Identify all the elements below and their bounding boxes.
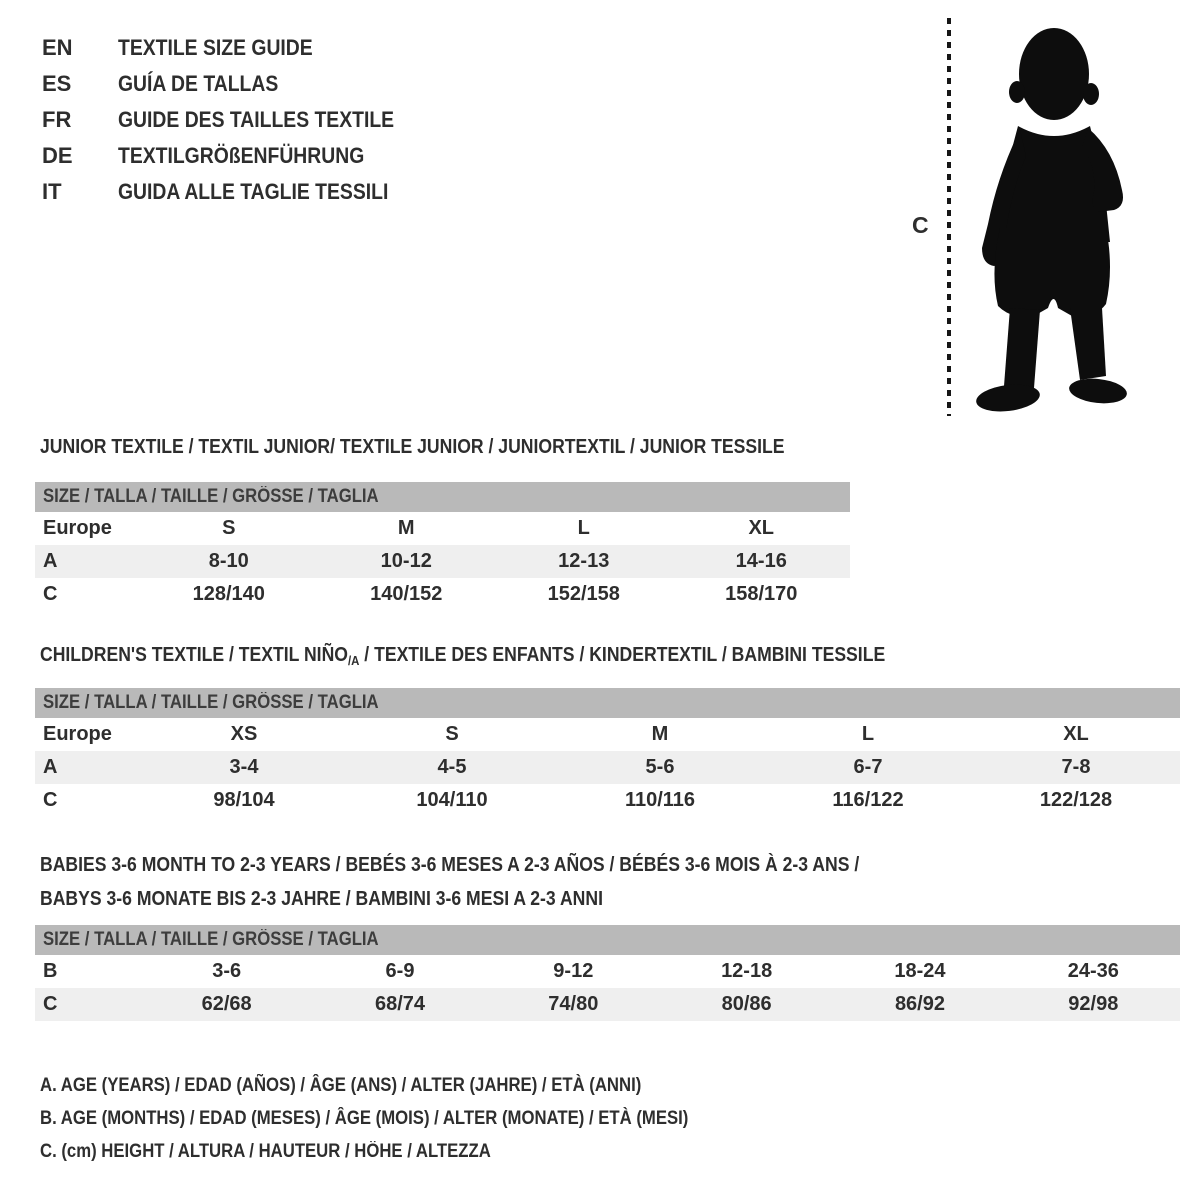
language-code: ES bbox=[42, 71, 72, 96]
value-cell: 104/110 bbox=[416, 789, 488, 811]
legend-line-c: C. (cm) HEIGHT / ALTURA / HAUTEUR / HÖHE / ALTEZZA bbox=[40, 1141, 491, 1162]
table-row-height bbox=[35, 578, 850, 611]
value-cell: 18-24 bbox=[894, 960, 946, 982]
row-label: Europe bbox=[43, 517, 112, 539]
language-title: TEXTILE SIZE GUIDE bbox=[118, 35, 313, 60]
size-header-bar: SIZE / TALLA / TAILLE / GRÖSSE / TAGLIA bbox=[35, 688, 1180, 718]
value-cell: 158/170 bbox=[725, 583, 798, 605]
language-row-es bbox=[42, 66, 432, 102]
value-cell: 116/122 bbox=[832, 789, 904, 811]
size-cell: L bbox=[577, 517, 590, 539]
value-cell: 12-18 bbox=[721, 960, 773, 982]
value-cell: 3-4 bbox=[229, 756, 259, 778]
size-cell: M bbox=[651, 723, 669, 745]
size-header-bar: SIZE / TALLA / TAILLE / GRÖSSE / TAGLIA bbox=[35, 925, 1180, 955]
value-cell: 7-8 bbox=[1061, 756, 1091, 778]
value-cell: 10-12 bbox=[380, 550, 432, 572]
value-cell: 122/128 bbox=[1039, 789, 1113, 811]
table-row-age bbox=[35, 751, 1180, 784]
table-row-europe bbox=[35, 512, 850, 545]
value-cell: 152/158 bbox=[547, 583, 620, 605]
value-cell: 4-5 bbox=[437, 756, 467, 778]
language-title: GUIDE DES TAILLES TEXTILE bbox=[118, 107, 395, 132]
language-row-en bbox=[42, 30, 432, 66]
value-cell: 128/140 bbox=[192, 583, 265, 605]
row-label: C bbox=[43, 583, 58, 605]
row-label: C bbox=[43, 993, 58, 1015]
row-label: A bbox=[43, 550, 58, 572]
size-cell: L bbox=[861, 723, 875, 745]
toddler-silhouette-icon bbox=[964, 14, 1136, 418]
language-row-de bbox=[42, 138, 432, 174]
language-title: GUÍA DE TALLAS bbox=[118, 71, 279, 96]
value-cell: 98/104 bbox=[213, 789, 275, 811]
language-title: GUIDA ALLE TAGLIE TESSILI bbox=[118, 179, 389, 204]
value-cell: 5-6 bbox=[645, 756, 675, 778]
children-section-title: CHILDREN'S TEXTILE / TEXTIL $NIÑO_{/A}$ / TEXTILE DES ENFANTS / KINDERTEXTIL / BAMBINI TESSILE bbox=[40, 644, 886, 668]
size-cell: S bbox=[222, 517, 236, 539]
value-cell: 110/116 bbox=[624, 789, 696, 811]
junior-size-table bbox=[35, 482, 850, 611]
value-cell: 24-36 bbox=[1067, 960, 1119, 982]
table-row-height bbox=[35, 784, 1180, 817]
row-label: C bbox=[43, 789, 58, 811]
height-dashed-line bbox=[947, 18, 951, 416]
language-code: EN bbox=[42, 35, 73, 60]
legend-line-b: B. AGE (MONTHS) / EDAD (MESES) / ÂGE (MOIS) / ALTER (MONATE) / ETÀ (MESI) bbox=[40, 1108, 689, 1129]
table-row-months bbox=[35, 955, 1180, 988]
measurement-legend bbox=[40, 1069, 777, 1168]
value-cell: 74/80 bbox=[548, 993, 599, 1015]
value-cell: 6-9 bbox=[385, 960, 415, 982]
height-measure-label: C bbox=[912, 212, 929, 238]
value-cell: 12-13 bbox=[558, 550, 610, 572]
value-cell: 14-16 bbox=[735, 550, 787, 572]
value-cell: 80/86 bbox=[721, 993, 772, 1015]
size-cell: XL bbox=[748, 517, 775, 539]
table-row-age bbox=[35, 545, 850, 578]
language-title: TEXTILGRÖßENFÜHRUNG bbox=[118, 143, 365, 168]
language-row-fr bbox=[42, 102, 432, 138]
value-cell: 62/68 bbox=[201, 993, 252, 1015]
children-size-table bbox=[35, 688, 1180, 817]
size-cell: S bbox=[445, 723, 459, 745]
language-title-list bbox=[42, 30, 432, 210]
row-label: A bbox=[43, 756, 58, 778]
language-code: FR bbox=[42, 107, 72, 132]
value-cell: 140/152 bbox=[370, 583, 443, 605]
row-label: B bbox=[43, 960, 58, 982]
size-cell: XS bbox=[230, 723, 258, 745]
legend-line-a: A. AGE (YEARS) / EDAD (AÑOS) / ÂGE (ANS) / ALTER (JAHRE) / ETÀ (ANNI) bbox=[40, 1075, 642, 1096]
value-cell: 8-10 bbox=[208, 550, 249, 572]
size-cell: XL bbox=[1063, 723, 1089, 745]
value-cell: 92/98 bbox=[1068, 993, 1119, 1015]
value-cell: 86/92 bbox=[894, 993, 945, 1015]
value-cell: 9-12 bbox=[553, 960, 594, 982]
value-cell: 68/74 bbox=[374, 993, 426, 1015]
language-row-it bbox=[42, 174, 432, 210]
size-header-bar: SIZE / TALLA / TAILLE / GRÖSSE / TAGLIA bbox=[35, 482, 850, 512]
language-code: DE bbox=[42, 143, 73, 168]
nino-a-subscript: /A bbox=[347, 653, 360, 668]
value-cell: 3-6 bbox=[212, 960, 242, 982]
value-cell: 6-7 bbox=[853, 756, 883, 778]
babies-section-title: BABIES 3-6 MONTH TO 2-3 YEARS / BEBÉS 3-6 MESES A 2-3 AÑOS / BÉBÉS 3-6 MOIS À 2-3 ANS / BABYS 3-6 MONATE BIS 2-3 JAHRE / BAMBINI 3-6 MESI A 2-3 ANNI bbox=[40, 854, 860, 910]
row-label: Europe bbox=[43, 723, 112, 745]
babies-size-table bbox=[35, 925, 1180, 1021]
language-code: IT bbox=[42, 179, 62, 204]
table-row-europe bbox=[35, 718, 1180, 751]
table-row-height bbox=[35, 988, 1180, 1021]
size-cell: M bbox=[397, 517, 415, 539]
junior-section-title: JUNIOR TEXTILE / TEXTIL JUNIOR/ TEXTILE JUNIOR / JUNIORTEXTIL / JUNIOR TESSILE bbox=[40, 436, 785, 458]
